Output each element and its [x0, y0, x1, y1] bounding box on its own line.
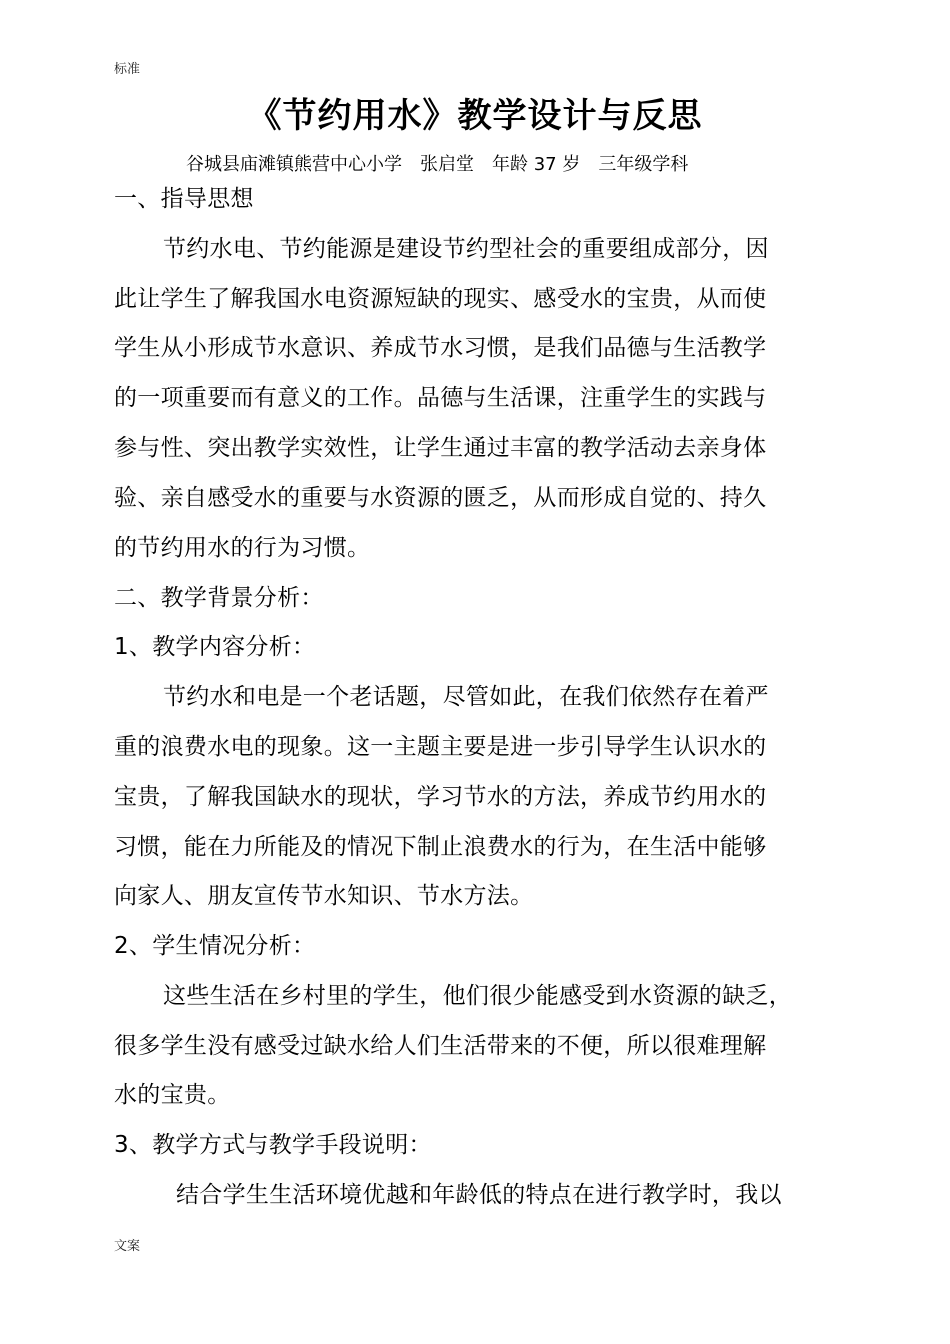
paragraph-line: 验、亲自感受水的重要与水资源的匮乏，从而形成自觉的、持久: [114, 485, 767, 511]
subsection-heading: 3、教学方式与教学手段说明：: [114, 1132, 432, 1158]
document-title: 《节约用水》教学设计与反思: [247, 96, 703, 136]
paragraph-line: 习惯，能在力所能及的情况下制止浪费水的行为，在生活中能够: [114, 834, 767, 860]
subsection-heading: 2、学生情况分析：: [114, 933, 316, 959]
paragraph-line: 很多学生没有感受过缺水给人们生活带来的不便，所以很难理解: [114, 1033, 767, 1059]
paragraph-line: 参与性、突出教学实效性，让学生通过丰富的教学活动去亲身体: [114, 435, 767, 461]
paragraph-line: 学生从小形成节水意识、养成节水习惯，是我们品德与生活教学: [114, 335, 767, 361]
paragraph-line: 水的宝贵。: [114, 1082, 231, 1108]
subsection-heading: 1、教学内容分析：: [114, 634, 316, 660]
paragraph-line: 此让学生了解我国水电资源短缺的现实、感受水的宝贵，从而使: [114, 286, 767, 312]
author-line: 谷城县庙滩镇熊营中心小学 张启堂 年龄 37 岁 三年级学科: [186, 154, 689, 175]
paragraph-line: 这些生活在乡村里的学生，他们很少能感受到水资源的缺乏，: [163, 983, 793, 1009]
paragraph-line: 宝贵，了解我国缺水的现状，学习节水的方法，养成节约用水的: [114, 784, 767, 810]
paragraph-line: 向家人、朋友宣传节水知识、节水方法。: [114, 883, 534, 909]
paragraph-line: 节约水和电是一个老话题，尽管如此，在我们依然存在着严: [163, 684, 769, 710]
page-header: 标准: [114, 62, 141, 77]
paragraph-line: 节约水电、节约能源是建设节约型社会的重要组成部分，因: [163, 236, 769, 262]
section-heading: 二、教学背景分析：: [114, 585, 324, 611]
paragraph-line: 的一项重要而有意义的工作。品德与生活课，注重学生的实践与: [114, 385, 767, 411]
section-heading: 一、指导思想: [114, 186, 254, 212]
paragraph-line: 的节约用水的行为习惯。: [114, 535, 371, 561]
paragraph-line: 重的浪费水电的现象。这一主题主要是进一步引导学生认识水的: [114, 734, 767, 760]
page-footer: 文案: [114, 1239, 141, 1254]
paragraph-line: 结合学生生活环境优越和年龄低的特点在进行教学时，我以: [176, 1182, 782, 1208]
